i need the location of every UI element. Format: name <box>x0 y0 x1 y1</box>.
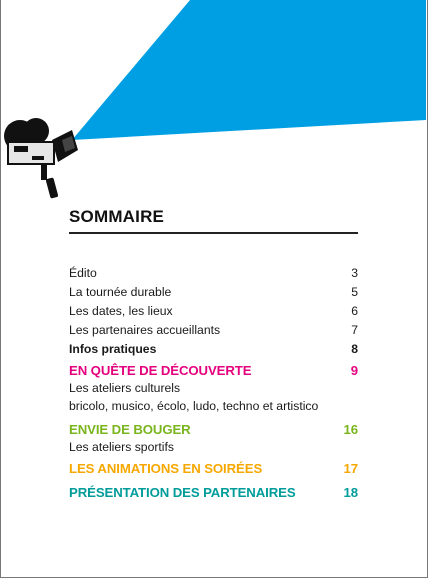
toc-section-label: EN QUÊTE DE DÉCOUVERTE <box>69 363 252 378</box>
toc-entry-page: 6 <box>351 304 358 318</box>
toc-section-page: 18 <box>343 485 358 500</box>
toc-section-page: 16 <box>343 422 358 437</box>
toc-section-label: ENVIE DE BOUGER <box>69 422 191 437</box>
toc-entry-page: 8 <box>351 342 358 356</box>
projector-body <box>8 142 54 164</box>
toc-entry-tournee-durable[interactable] <box>69 285 358 299</box>
toc-section-soirees[interactable] <box>69 462 358 476</box>
toc-section-partenaires[interactable] <box>69 486 358 500</box>
toc-entry-label: Édito <box>69 266 97 280</box>
toc-entry-label: La tournée durable <box>69 285 172 299</box>
toc-section-page: 9 <box>350 363 358 378</box>
toc-section-decouverte[interactable] <box>69 364 358 378</box>
toc-entry-page: 5 <box>351 285 358 299</box>
toc-section-subtitle: Les ateliers culturels <box>69 381 181 395</box>
toc-section-subtitle: bricolo, musico, écolo, ludo, techno et artistico <box>69 399 319 413</box>
title-divider <box>69 232 358 234</box>
page-title: SOMMAIRE <box>69 207 165 226</box>
toc-entry-label: Infos pratiques <box>69 342 157 356</box>
light-beam <box>72 0 426 140</box>
toc-section-label: PRÉSENTATION DES PARTENAIRES <box>69 485 296 500</box>
film-reel-right <box>23 118 49 144</box>
toc-entry-dates-lieux[interactable] <box>69 304 358 318</box>
toc-entry-label: Les dates, les lieux <box>69 304 173 318</box>
toc-section-page: 17 <box>343 461 358 476</box>
toc-entry-edito[interactable] <box>69 266 358 280</box>
toc-entry-label: Les partenaires accueillants <box>69 323 221 337</box>
toc-section-bouger[interactable] <box>69 423 358 437</box>
toc-section-label: LES ANIMATIONS EN SOIRÉES <box>69 461 263 476</box>
toc-entry-page: 7 <box>351 323 358 337</box>
toc-entry-page: 3 <box>351 266 358 280</box>
toc-section-subtitle: Les ateliers sportifs <box>69 440 174 454</box>
toc-entry-partenaires-accueillants[interactable] <box>69 323 358 337</box>
spotlight-projector-icon <box>0 0 428 200</box>
toc-entry-infos-pratiques[interactable] <box>69 342 358 356</box>
